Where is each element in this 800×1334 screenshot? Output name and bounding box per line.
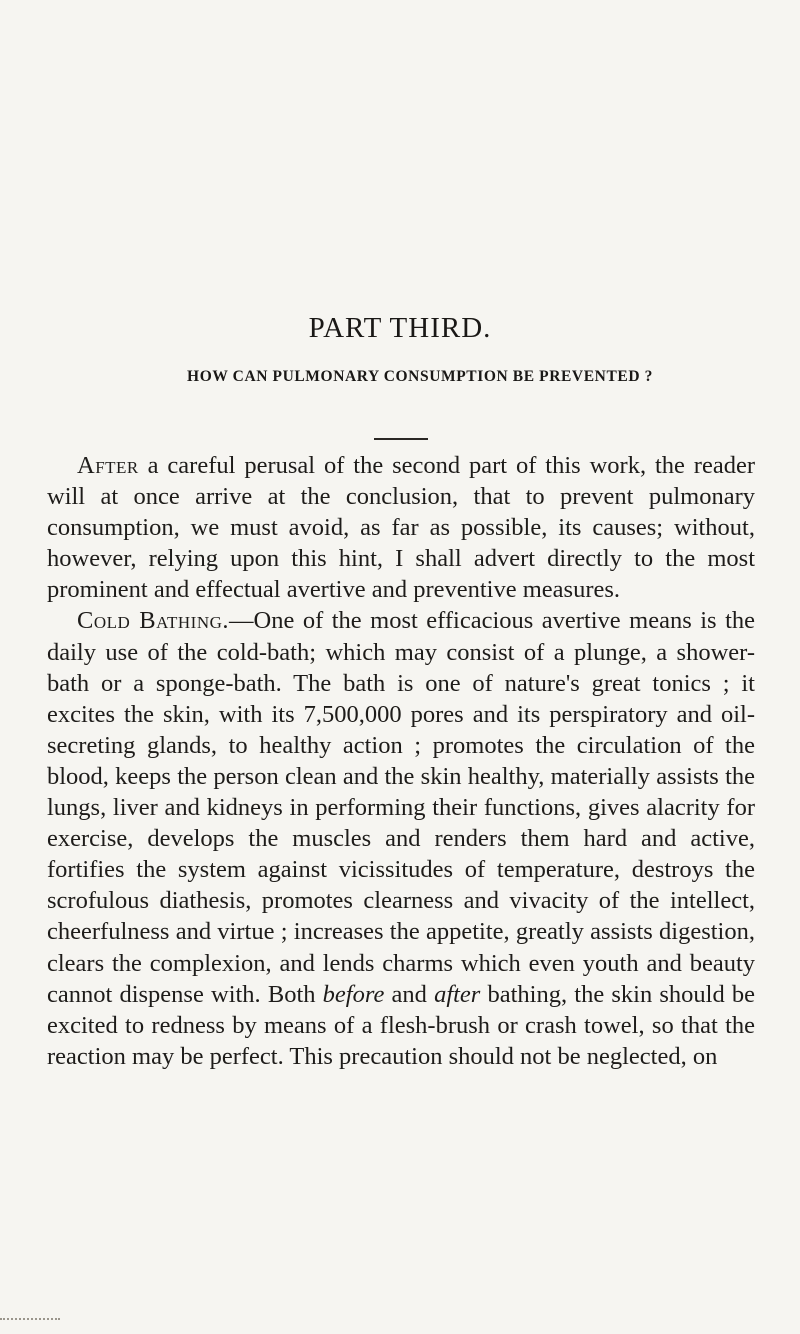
paragraph-cold-bathing <box>47 605 755 1071</box>
cold-bathing-text-b: bathing, the skin should be excited to redness by means of a flesh-brush or crash towel, so that the reaction may be perfect. This precaution should not be neglected, on <box>47 980 756 1070</box>
heading-divider <box>374 438 428 440</box>
body-text <box>47 450 755 1072</box>
emphasis-after: after <box>434 980 481 1008</box>
intro-text: a careful perusal of the second part of this work, the reader will at once arrive at the conclusion, that to prevent pulmonary consumption, we must avoid, as far as possible, its causes; without, however, relying upon this hint, I shall advert directly to the most prominent and effectual avertive and preventive measures. <box>47 452 755 604</box>
page-edge-dots <box>0 1318 60 1323</box>
intro-lead-word: After <box>77 452 139 479</box>
cold-bathing-text-a: —One of the most efficacious avertive means is the daily use of the cold-bath; which may consist of a plunge, a shower-bath or a sponge-bath. The bath is one of nature's great tonics ; it excites the skin, with its 7,500,000 pores and its perspiratory and oil-secreting glands, to healthy action ; promotes the circulation of the blood, keeps the person clean and the skin healthy, materially assists the lungs, liver and kidneys in performing their functions, gives alacrity for exercise, develops the muscles and renders them hard and active, fortifies the system against vicissitudes of temperature, destroys the scrofulous diathesis, promotes clearness and vivacity of the intellect, cheerfulness and virtue ; increases the appetite, greatly assists digestion, clears the complexion, and lends charms which even youth and beauty cannot dispense with. Both <box>47 607 756 1008</box>
conjunction-and: and <box>384 980 435 1008</box>
emphasis-before: before <box>322 980 385 1008</box>
part-title: PART THIRD. <box>308 312 492 344</box>
cold-bathing-heading: Cold Bathing. <box>77 607 230 635</box>
paragraph-intro <box>47 450 755 605</box>
section-question: HOW CAN PULMONARY CONSUMPTION BE PREVENTED ? <box>187 368 653 385</box>
